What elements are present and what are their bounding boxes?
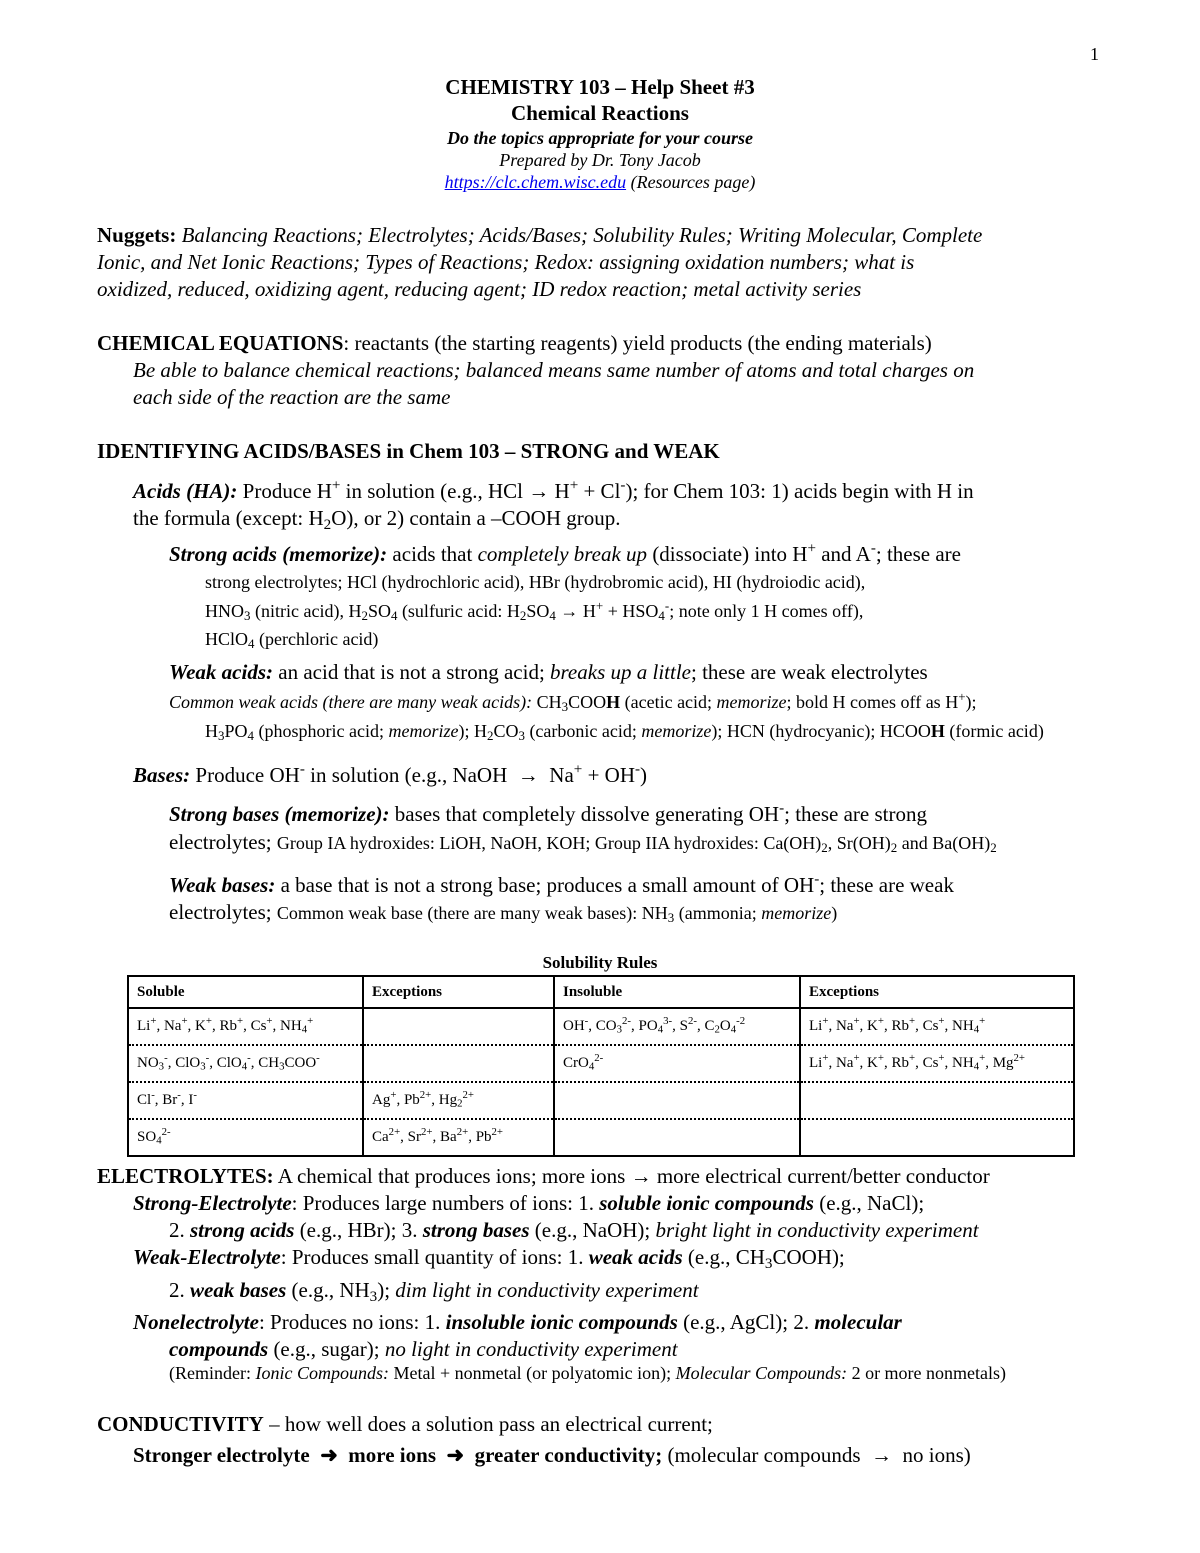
resources-suffix: (Resources page): [630, 172, 756, 192]
nonelectrolyte-label: Nonelectrolyte: [133, 1310, 259, 1334]
perchloric-acid: (perchloric acid): [259, 629, 379, 649]
strong-electrolyte-label: Strong-Electrolyte: [133, 1191, 292, 1215]
instruction: Do the topics appropriate for your course: [447, 128, 753, 148]
memorize-2: memorize: [388, 721, 459, 741]
stronger-electrolyte: Stronger electrolyte: [133, 1443, 310, 1467]
strong-bases-text2: ; these are strong: [784, 802, 927, 826]
weak-bases-electrolytes: electrolytes;: [169, 900, 272, 924]
bases-label: Bases:: [133, 763, 191, 787]
weak-electrolyte-line2: 2. weak bases (e.g., $NH_3$); dim light in conductivity experiment: [169, 1278, 699, 1305]
strong-acids-label: Strong acids (memorize):: [169, 542, 388, 566]
hbr-example: (e.g., HBr); 3.: [299, 1218, 418, 1242]
page-number: 1: [1090, 44, 1099, 64]
no-light: no light in conductivity experiment: [384, 1337, 678, 1361]
weak-acids-line: [169, 660, 928, 685]
acetic-acid: (acetic acid;: [624, 692, 713, 712]
weak-electrolyte-line1: Weak-Electrolyte: Produces small quantity of ions: 1. weak acids (e.g., $CH_3COOH$);: [133, 1245, 845, 1272]
acids-example: in solution (e.g., HCl: [345, 479, 524, 503]
weak-acids-text2: ; these are weak electrolytes: [690, 660, 928, 684]
weak-bases-line1: Weak bases: a base that is not a strong base; produces a small amount of OH-; these are weak: [169, 871, 954, 897]
strong-acids-line1: Strong acids (memorize): acids that completely break up (dissociate) into H+ and A-; these are: [169, 540, 961, 566]
common-weak-line1: Common weak acids (there are many weak acids): $CH_3COOH$ (acetic acid; memorize; bold H comes off as H+);: [169, 688, 977, 715]
ionic-compounds-def: Metal + nonmetal (or polyatomic ion);: [393, 1363, 672, 1383]
conductivity-line1: [97, 1412, 713, 1437]
weak-acids-text: an acid that is not a strong acid;: [278, 660, 545, 684]
col-exceptions-2: Exceptions: [800, 976, 1074, 1008]
molecular-item: molecular: [814, 1310, 902, 1334]
author: Prepared by Dr. Tony Jacob: [499, 150, 701, 170]
strong-acids-text: acids that: [392, 542, 473, 566]
strong-acids-line4: HClO$_4$ (perchloric acid): [205, 629, 379, 652]
molecular-compounds-def: 2 or more nonmetals): [851, 1363, 1007, 1383]
arrow-icon: ➜: [314, 1443, 344, 1467]
electrolytes-line: ELECTROLYTES: A chemical that produces ions; more ions → more electrical current/better conductor: [97, 1164, 990, 1188]
table-row: [128, 1008, 1074, 1045]
strong-acids-text2: (dissociate) into H: [652, 542, 808, 566]
naoh-example: (e.g., NaOH);: [534, 1218, 651, 1242]
solubility-title: Solubility Rules: [542, 953, 658, 972]
table-row: [128, 1082, 1074, 1119]
strong-acids-text4: ; these are: [875, 542, 961, 566]
table-cell: $Ca^{2+}$, $Sr^{2+}$, $Ba^{2+}$, $Pb^{2+}$: [363, 1119, 554, 1156]
table-cell: Li+, Na+, K+, Rb+, Cs+, $NH_4^+$: [128, 1008, 363, 1045]
formic-acid: (formic acid): [949, 721, 1044, 741]
table-row: [128, 1045, 1074, 1082]
table-cell: [800, 1082, 1074, 1119]
group-hydroxides: Group IA hydroxides: LiOH, NaOH, KOH; Group IIA hydroxides: Ca(OH): [276, 833, 822, 853]
greater-conductivity: greater conductivity;: [474, 1443, 663, 1467]
strong-electrolyte-line2: [169, 1218, 979, 1243]
nh3-example: (e.g., NH: [291, 1278, 370, 1302]
table-cell: Ag+, $Pb^{2+}$, $Hg_2^{2+}$: [363, 1082, 554, 1119]
arrow-icon: →: [865, 1443, 898, 1467]
weak-electrolyte-label: Weak-Electrolyte: [133, 1245, 281, 1269]
strong-acids-text3: and A: [821, 542, 871, 566]
table-header-row: [128, 976, 1074, 1008]
nuggets-line3: oxidized, reduced, oxidizing agent, reducing agent; ID redox reaction; metal activity series: [97, 277, 862, 301]
acetic-example: (e.g., CH: [687, 1245, 765, 1269]
table-cell: [554, 1119, 800, 1156]
strong-electrolyte-text: : Produces large numbers of ions: 1.: [291, 1191, 594, 1215]
col-soluble: Soluble: [128, 976, 363, 1008]
electrolytes-heading: ELECTROLYTES:: [97, 1164, 274, 1188]
col-insoluble: Insoluble: [554, 976, 800, 1008]
phosphoric-acid: (phosphoric acid;: [258, 721, 384, 741]
carbonic-acid: (carbonic acid;: [529, 721, 637, 741]
table-cell: Li+, Na+, K+, Rb+, Cs+, $NH_4^+$, $Mg^{2+}$: [800, 1045, 1074, 1082]
nonelectrolyte-line2: [169, 1337, 678, 1362]
strong-bases-electrolytes: electrolytes;: [169, 830, 272, 854]
arrow-icon: ➜: [441, 1443, 470, 1467]
conductivity-heading: CONDUCTIVITY: [97, 1412, 264, 1436]
weak-bases-text: a base that is not a strong base; produces a small amount of OH: [280, 873, 815, 897]
table-cell: [363, 1008, 554, 1045]
weak-acids-label: Weak acids:: [169, 660, 274, 684]
reminder-label: (Reminder:: [169, 1363, 251, 1383]
equations-heading: CHEMICAL EQUATIONS: [97, 331, 344, 355]
no-ions: no ions): [902, 1443, 971, 1467]
acids-text: Produce H: [242, 479, 332, 503]
nuggets-label: Nuggets:: [97, 223, 177, 247]
weak-bases-label: Weak bases:: [169, 873, 276, 897]
strong-acids-line3: $HNO_3$ (nitric acid), $H_2SO_4$ (sulfuric acid: $H_2SO_4 \to H^+ + HSO_4^-$; note only 1 H comes off),: [205, 597, 864, 624]
page-subtitle: Chemical Reactions: [511, 101, 689, 125]
conductivity-definition: – how well does a solution pass an electrical current;: [269, 1412, 713, 1436]
table-cell: $NO_3^-$, ClO$_3$-, ClO$_4$-, $CH_3COO^-$: [128, 1045, 363, 1082]
dim-light: dim light in conductivity experiment: [395, 1278, 699, 1302]
sugar-example: (e.g., sugar);: [273, 1337, 380, 1361]
strong-bases-item: strong bases: [422, 1218, 530, 1242]
nacl-example: (e.g., NaCl);: [819, 1191, 925, 1215]
insoluble-ionic: insoluble ionic compounds: [445, 1310, 678, 1334]
strong-bases-label: Strong bases (memorize):: [169, 802, 390, 826]
table-cell: OH-, $CO_3^{2-}$, $PO_4^{3-}$, $S^{2-}$, $C_2O_4^{-2}$: [554, 1008, 800, 1045]
electrolytes-definition2: more electrical current/better conductor: [656, 1164, 990, 1188]
col-exceptions-1: Exceptions: [363, 976, 554, 1008]
table-cell: Li+, Na+, K+, Rb+, Cs+, $NH_4^+$: [800, 1008, 1074, 1045]
molecular-compounds-note: (molecular compounds: [667, 1443, 861, 1467]
table-cell: [554, 1082, 800, 1119]
strong-bases-groups: Group IA hydroxides: LiOH, NaOH, KOH; Group IIA hydroxides: $Ca(OH)_2$, $Sr(OH)_2$ and $Ba(OH)_2$: [276, 833, 997, 856]
table-cell: Cl-, Br-, I-: [128, 1082, 363, 1119]
equations-definition: : reactants (the starting reagents) yield products (the ending materials): [343, 331, 932, 355]
weak-acids-italic: breaks up a little: [550, 660, 691, 684]
item-2: 2.: [169, 1218, 185, 1242]
acetic-example-end: COOH);: [772, 1245, 845, 1269]
table-cell: [800, 1119, 1074, 1156]
weak-acids-item: weak acids: [588, 1245, 683, 1269]
sulfuric-acid: (sulfuric acid:: [401, 601, 503, 621]
memorize-4: memorize: [761, 903, 832, 923]
strong-acids-item: strong acids: [190, 1218, 295, 1242]
acids-line2: the formula (except: $H_2O$), or 2) contain a –COOH group.: [133, 506, 621, 533]
hcn-formic: ; HCN (hydrocyanic); HCOO: [717, 721, 931, 741]
common-weak-base: Common weak base (there are many weak bases): NH: [276, 903, 668, 923]
page-title: CHEMISTRY 103 – Help Sheet #3: [445, 75, 755, 99]
barium-hydroxide: and Ba(OH): [901, 833, 991, 853]
acids-bases-heading: IDENTIFYING ACIDS/BASES in Chem 103 – STRONG and WEAK: [97, 439, 720, 463]
weak-electrolyte-text: : Produces small quantity of ions: 1.: [280, 1245, 584, 1269]
equations-line: [97, 331, 932, 356]
solubility-table: [127, 975, 1075, 1157]
memorize-1: memorize: [716, 692, 787, 712]
soluble-ionic: soluble ionic compounds: [599, 1191, 814, 1215]
agcl-example: (e.g., AgCl); 2.: [683, 1310, 810, 1334]
strong-bases-line1: Strong bases (memorize): bases that completely dissolve generating OH-; these are strong: [169, 800, 927, 826]
resources-link[interactable]: https://clc.chem.wisc.edu: [444, 172, 627, 192]
acids-exception: the formula (except: H: [133, 506, 324, 530]
memorize-3: memorize: [641, 721, 712, 741]
table-row: [128, 1119, 1074, 1156]
nonelectrolyte-line1: [133, 1310, 902, 1335]
bases-text: Produce OH: [195, 763, 300, 787]
nuggets-text-1: Balancing Reactions; Electrolytes; Acids/Bases; Solubility Rules; Writing Molecular, Complete: [181, 223, 983, 247]
strong-acids-line2: strong electrolytes; HCl (hydrochloric acid), HBr (hydrobromic acid), HI (hydroiodic acid),: [205, 572, 866, 592]
weak-bases-text2: ; these are weak: [819, 873, 954, 897]
strong-bases-text: bases that completely dissolve generating OH: [394, 802, 780, 826]
item-2b: 2.: [169, 1278, 185, 1302]
weak-bases-line2: electrolytes; Common weak base (there are many weak bases): $NH_3$ (ammonia; memorize): [169, 900, 838, 926]
more-ions: more ions: [348, 1443, 436, 1467]
table-cell: [363, 1045, 554, 1082]
strong-acids-italic: completely break up: [477, 542, 648, 566]
nitric-acid: (nitric acid),: [254, 601, 344, 621]
sulfuric-note: ; note only 1 H comes off),: [669, 601, 864, 621]
acids-rule: ); for Chem 103: 1) acids begin with H in: [625, 479, 974, 503]
nonelectrolyte-text: : Produces no ions: 1.: [258, 1310, 441, 1334]
bright-light: bright light in conductivity experiment: [655, 1218, 979, 1242]
common-weak-line2: $H_3PO_4$ (phosphoric acid; memorize); $H_2CO_3$ (carbonic acid; memorize); HCN (hydrocyanic); HCOOH (formic acid): [205, 721, 1044, 744]
bases-example: in solution (e.g., NaOH: [310, 763, 508, 787]
electrolytes-definition: A chemical that produces ions; more ions: [277, 1164, 626, 1188]
strong-bases-line2: [169, 830, 997, 855]
molecular-compounds-label: Molecular Compounds:: [675, 1363, 848, 1383]
acids-line1: Acids (HA): Produce H+ in solution (e.g., HCl → H+ + Cl-); for Chem 103: 1) acids begin with H in: [133, 477, 974, 503]
conductivity-line2: [133, 1443, 971, 1468]
bases-line: Bases: Produce OH- in solution (e.g., NaOH → Na+ + OH-): [133, 761, 648, 787]
bold-h-note: ; bold H comes off as H: [786, 692, 959, 712]
table-cell: $SO_4^{2-}$: [128, 1119, 363, 1156]
resources-line: [0, 172, 1200, 193]
nuggets-line2: Ionic, and Net Ionic Reactions; Types of Reactions; Redox: assigning oxidation numbers; what is: [97, 250, 915, 274]
compounds-item: compounds: [169, 1337, 269, 1361]
ionic-compounds-label: Ionic Compounds:: [255, 1363, 389, 1383]
equations-note-2: each side of the reaction are the same: [133, 385, 451, 409]
nuggets-line1: [97, 223, 982, 248]
nh3-example-end: );: [377, 1278, 391, 1302]
strong-electrolyte-line1: [133, 1191, 924, 1216]
reminder-line: [169, 1363, 1006, 1384]
acids-cooh: O), or 2) contain a –COOH group.: [331, 506, 621, 530]
acids-label: Acids (HA):: [133, 479, 238, 503]
table-cell: CrO$_4^{2-}$: [554, 1045, 800, 1082]
ammonia: (ammonia;: [678, 903, 757, 923]
common-weak-label: Common weak acids (there are many weak acids):: [169, 692, 533, 712]
weak-bases-item: weak bases: [190, 1278, 287, 1302]
equations-note-1: Be able to balance chemical reactions; balanced means same number of atoms and total charges on: [133, 358, 975, 382]
